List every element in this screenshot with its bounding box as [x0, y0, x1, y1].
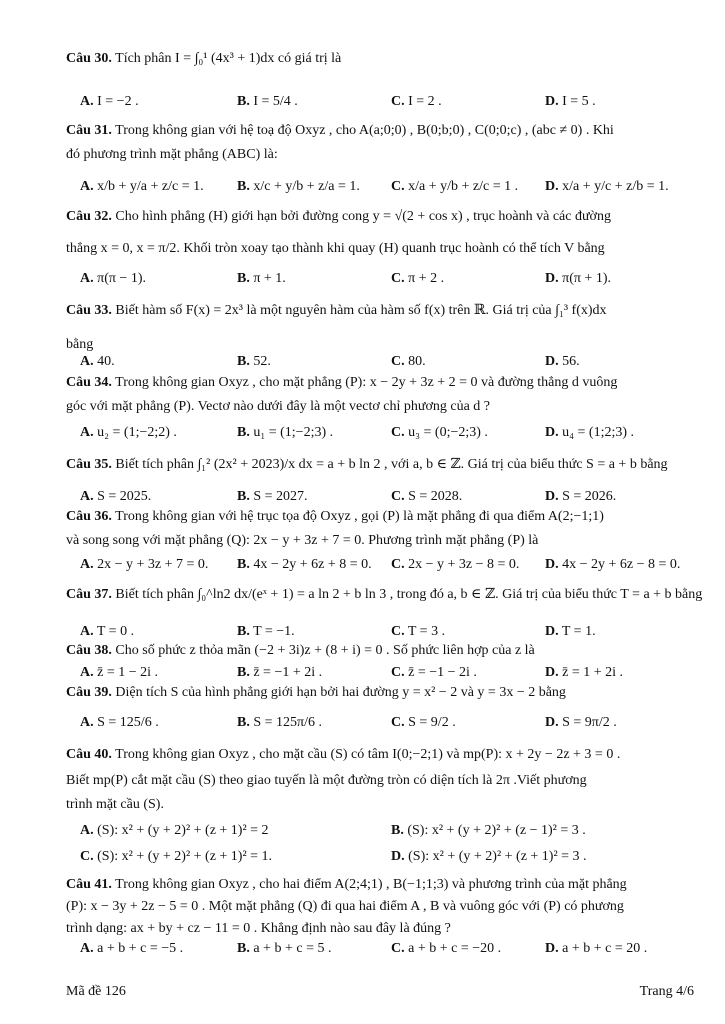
question-33-cont: bằng [66, 337, 94, 352]
option-31-c: x/a + y/b + z/c = 1 . [408, 179, 519, 194]
option-30-a: I = −2 . [97, 94, 139, 109]
option-37-d: T = 1. [561, 624, 596, 639]
option-38-a: z̄ = 1 − 2i . [97, 665, 159, 680]
option-34-c: u₃ = (0;−2;3) . [408, 425, 488, 440]
option-33-a: 40. [97, 354, 115, 369]
option-36-c: 2x − y + 3z − 8 = 0. [408, 557, 520, 572]
options-34: A. u₂ = (1;−2;2) . B. u₁ = (1;−2;3) . C. u₃ = (0;−2;3) . D. u₄ = (1;2;3) . [80, 425, 635, 440]
option-31-d: x/a + y/c + z/b = 1. [562, 179, 669, 194]
exam-code: Mã đề 126 [66, 984, 126, 999]
option-35-d: S = 2026. [562, 489, 617, 504]
question-34-cont: góc với mặt phẳng (P). Vectơ nào dưới đây là một vectơ chỉ phương của d ? [66, 399, 490, 414]
option-41-a: a + b + c = −5 . [97, 941, 184, 956]
option-40-d: (S): x² + (y + 2)² + (z + 1)² = 3 . [408, 849, 587, 864]
option-39-d: S = 9π/2 . [562, 715, 617, 730]
options-39: A. S = 125/6 . B. S = 125π/6 . C. S = 9/2 . D. S = 9π/2 . [80, 715, 617, 730]
question-41-cont: (P): x − 3y + 2z − 5 = 0 . Một mặt phẳng (Q) đi qua hai điểm A , B và vuông góc với (P) có phương [66, 899, 624, 914]
options-41: A. a + b + c = −5 . B. a + b + c = 5 . C. a + b + c = −20 . D. a + b + c = 20 . [80, 941, 648, 956]
question-32: Câu 32. Cho hình phẳng (H) giới hạn bởi đường cong y = √(2 + cos x) , trục hoành và các đường [66, 209, 611, 224]
option-30-b: I = 5/4 . [253, 94, 298, 109]
question-31: Câu 31. Trong không gian với hệ toạ độ Oxyz , cho A(a;0;0) , B(0;b;0) , C(0;0;c) , (abc ≠ 0) . Khi [66, 123, 614, 138]
options-40-row1: A. (S): x² + (y + 2)² + (z + 1)² = 2 B. (S): x² + (y + 2)² + (z − 1)² = 3 . [80, 823, 586, 838]
option-30-d: I = 5 . [562, 94, 596, 109]
option-35-a: S = 2025. [97, 489, 152, 504]
options-30: A. I = −2 . B. I = 5/4 . C. I = 2 . D. I = 5 . [80, 94, 596, 109]
option-41-d: a + b + c = 20 . [562, 941, 648, 956]
question-35: Câu 35. Biết tích phân ∫₁² (2x² + 2023)/x dx = a + b ln 2 , với a, b ∈ ℤ. Giá trị của biểu thức S = a + b bằng [66, 457, 668, 472]
option-32-b: π + 1. [253, 271, 286, 286]
option-39-a: S = 125/6 . [97, 715, 159, 730]
option-33-b: 52. [253, 354, 271, 369]
option-37-c: T = 3 . [407, 624, 446, 639]
option-39-b: S = 125π/6 . [253, 715, 322, 730]
options-38: A. z̄ = 1 − 2i . B. z̄ = −1 + 2i . C. z̄ = −1 − 2i . D. z̄ = 1 + 2i . [80, 665, 624, 680]
question-33: Câu 33. Biết hàm số F(x) = 2x³ là một nguyên hàm của hàm số f(x) trên ℝ. Giá trị của ∫₁³ f(x)dx [66, 303, 607, 318]
options-33: A. 40. B. 52. C. 80. D. 56. [80, 354, 580, 369]
question-40: Câu 40. Trong không gian Oxyz , cho mặt cầu (S) có tâm I(0;−2;1) và mp(P): x + 2y − 2z + 3 = 0 . [66, 747, 621, 762]
option-35-b: S = 2027. [253, 489, 308, 504]
question-37: Câu 37. Biết tích phân ∫₀^ln2 dx/(eˣ + 1) = a ln 2 + b ln 3 , trong đó a, b ∈ ℤ. Giá trị của biểu thức T = a + b bằng [66, 587, 703, 602]
option-30-c: I = 2 . [408, 94, 442, 109]
option-31-b: x/c + y/b + z/a = 1. [253, 179, 360, 194]
page-number: Trang 4/6 [639, 984, 694, 999]
options-37: A. T = 0 . B. T = −1. C. T = 3 . D. T = 1. [80, 624, 596, 639]
option-40-a: (S): x² + (y + 2)² + (z + 1)² = 2 [97, 823, 269, 838]
question-36-cont: và song song với mặt phẳng (Q): 2x − y + 3z + 7 = 0. Phương trình mặt phẳng (P) là [66, 533, 539, 548]
option-34-a: u₂ = (1;−2;2) . [97, 425, 177, 440]
question-32-cont: thẳng x = 0, x = π/2. Khối tròn xoay tạo thành khi quay (H) quanh trục hoành có thể tích V bằng [66, 241, 605, 256]
option-40-b: (S): x² + (y + 2)² + (z − 1)² = 3 . [407, 823, 586, 838]
option-32-c: π + 2 . [408, 271, 445, 286]
options-36: A. 2x − y + 3z + 7 = 0. B. 4x − 2y + 6z + 8 = 0. C. 2x − y + 3z − 8 = 0. D. 4x − 2y + 6z − 8 = 0. [80, 557, 681, 572]
option-38-b: z̄ = −1 + 2i . [253, 665, 323, 680]
option-38-c: z̄ = −1 − 2i . [408, 665, 477, 680]
option-36-b: 4x − 2y + 6z + 8 = 0. [253, 557, 372, 572]
question-41-cont2: trình dạng: ax + by + cz − 11 = 0 . Khẳng định nào sau đây là đúng ? [66, 921, 451, 936]
options-31: A. x/b + y/a + z/c = 1. B. x/c + y/b + z/a = 1. C. x/a + y/b + z/c = 1 . D. x/a + y/c + z/b = 1. [80, 179, 669, 194]
option-33-d: 56. [562, 354, 580, 369]
option-34-d: u₄ = (1;2;3) . [562, 425, 635, 440]
option-40-c: (S): x² + (y + 2)² + (z + 1)² = 1. [97, 849, 273, 864]
option-35-c: S = 2028. [408, 489, 463, 504]
option-37-a: T = 0 . [96, 624, 135, 639]
option-36-d: 4x − 2y + 6z − 8 = 0. [562, 557, 681, 572]
option-34-b: u₁ = (1;−2;3) . [253, 425, 334, 440]
option-36-a: 2x − y + 3z + 7 = 0. [97, 557, 209, 572]
option-32-a: π(π − 1). [97, 271, 146, 286]
question-40-cont2: trình mặt cầu (S). [66, 797, 164, 812]
option-37-b: T = −1. [253, 624, 295, 639]
question-34: Câu 34. Trong không gian Oxyz , cho mặt phẳng (P): x − 2y + 3z + 2 = 0 và đường thẳng d vuông [66, 375, 618, 390]
question-41: Câu 41. Trong không gian Oxyz , cho hai điểm A(2;4;1) , B(−1;1;3) và phương trình của mặt phẳng [66, 877, 627, 892]
option-31-a: x/b + y/a + z/c = 1. [97, 179, 204, 194]
option-41-b: a + b + c = 5 . [253, 941, 332, 956]
option-38-d: z̄ = 1 + 2i . [562, 665, 624, 680]
option-32-d: π(π + 1). [562, 271, 611, 286]
option-33-c: 80. [408, 354, 426, 369]
question-36: Câu 36. Trong không gian với hệ trục tọa độ Oxyz , gọi (P) là mặt phẳng đi qua điểm A(2;−1;1) [66, 509, 604, 524]
question-31-cont: đó phương trình mặt phẳng (ABC) là: [66, 147, 278, 162]
question-30: Câu 30. Tích phân I = ∫₀¹ (4x³ + 1)dx có giá trị là [66, 51, 342, 66]
question-38: Câu 38. Cho số phức z thỏa mãn (−2 + 3i)z + (8 + i) = 0 . Số phức liên hợp của z là [66, 643, 535, 658]
option-39-c: S = 9/2 . [408, 715, 456, 730]
question-39: Câu 39. Diện tích S của hình phẳng giới hạn bởi hai đường y = x² − 2 và y = 3x − 2 bằng [66, 685, 566, 700]
options-32: A. π(π − 1). B. π + 1. C. π + 2 . D. π(π + 1). [80, 271, 611, 286]
options-40-row2: C. (S): x² + (y + 2)² + (z + 1)² = 1. D. (S): x² + (y + 2)² + (z + 1)² = 3 . [80, 849, 587, 864]
option-41-c: a + b + c = −20 . [408, 941, 502, 956]
options-35: A. S = 2025. B. S = 2027. C. S = 2028. D. S = 2026. [80, 489, 617, 504]
question-40-cont: Biết mp(P) cắt mặt cầu (S) theo giao tuyến là một đường tròn có diện tích là 2π .Viết phương [66, 773, 587, 788]
